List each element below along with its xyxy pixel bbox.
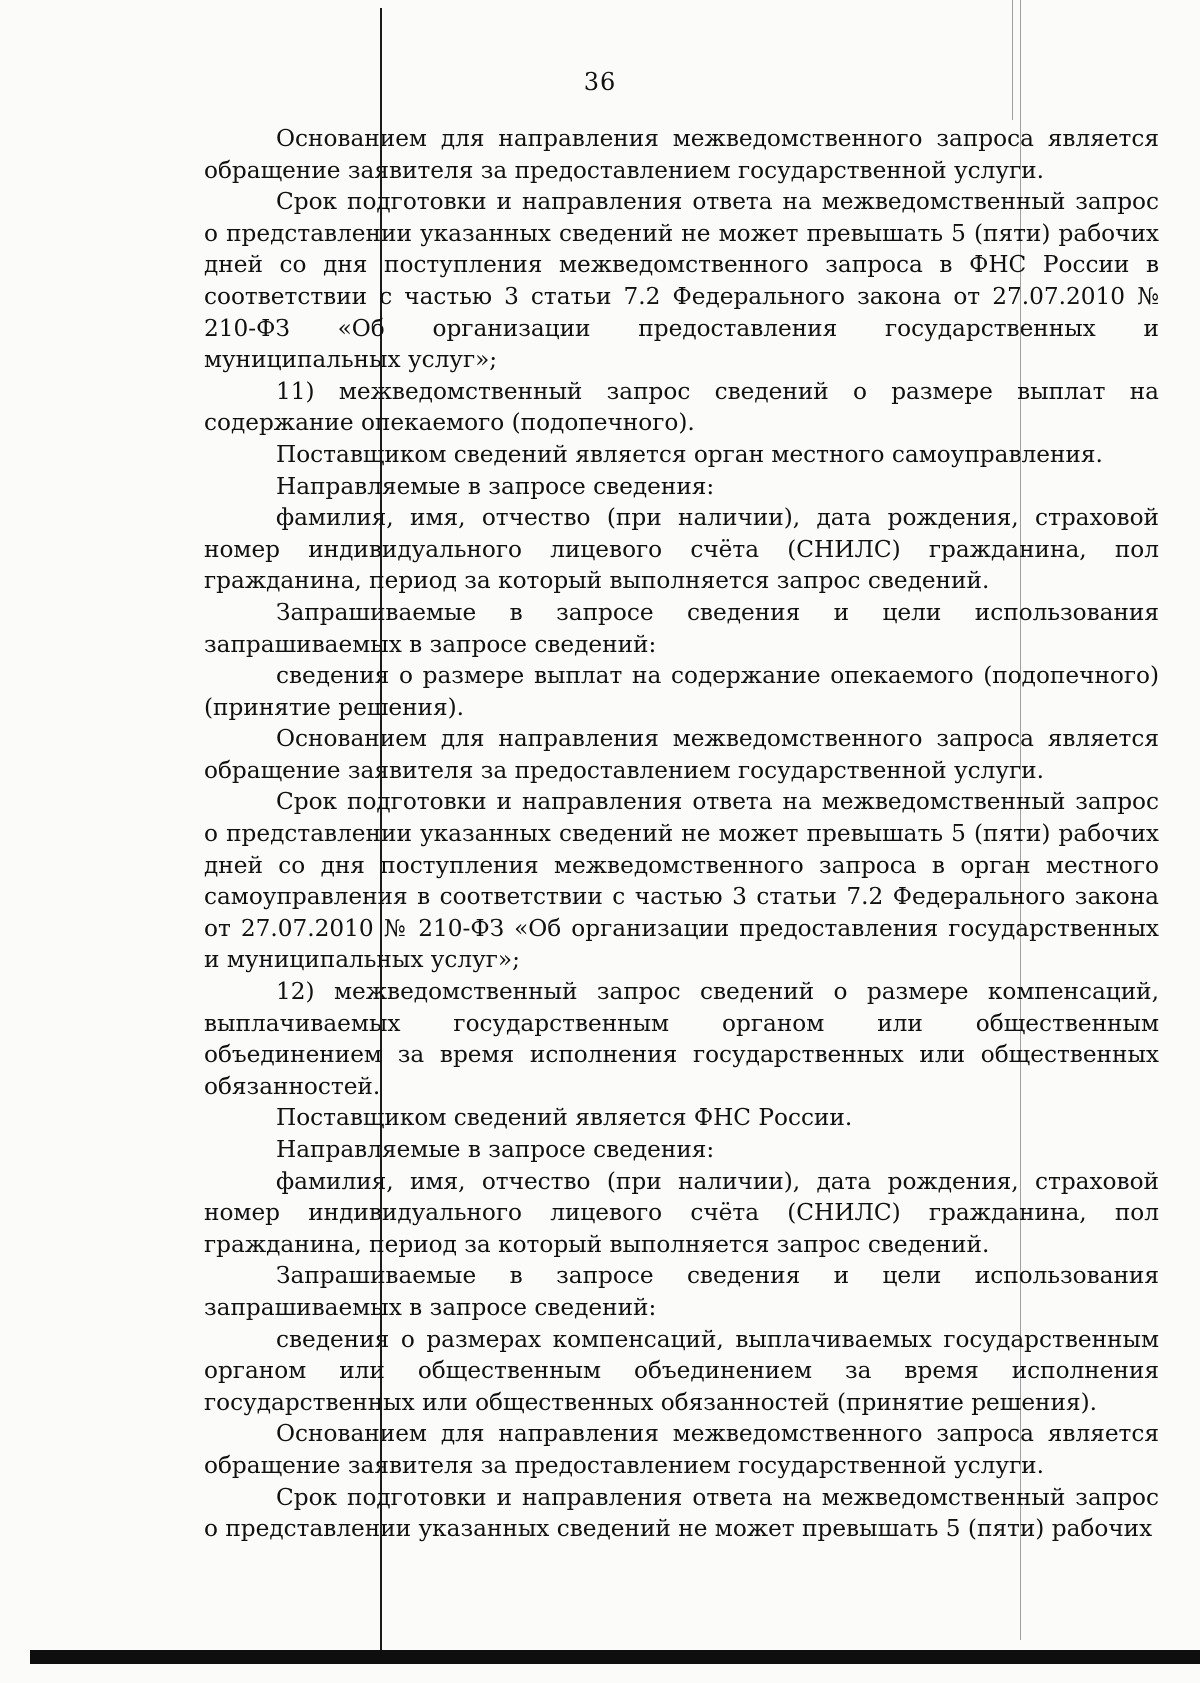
paragraph: Поставщиком сведений является орган местного самоуправления. bbox=[276, 440, 1103, 468]
scan-artifact-line bbox=[1012, 0, 1013, 120]
paragraph: фамилия, имя, отчество (при наличии), дата рождения, страховой номер индивидуального лицевого счёта (СНИЛС) гражданина, пол гражданина, период за который выполняется запрос сведений. bbox=[204, 504, 1159, 595]
paragraph: Запрашиваемые в запросе сведения и цели использования запрашиваемых в запросе сведений: bbox=[204, 598, 1159, 658]
paragraph: Основанием для направления межведомственного запроса является обращение заявителя за предоставлением государственной услуги. bbox=[204, 125, 1159, 184]
paragraph: Срок подготовки и направления ответа на межведомственный запрос о представлении указанных сведений не может превышать 5 (пяти) рабочих bbox=[204, 1483, 1159, 1543]
paragraph: фамилия, имя, отчество (при наличии), дата рождения, страховой номер индивидуального лицевого счёта (СНИЛС) гражданина, пол гражданина, период за который выполняется запрос сведений. bbox=[204, 1167, 1159, 1258]
paragraph: Направляемые в запросе сведения: bbox=[276, 1136, 715, 1163]
paragraph: Запрашиваемые в запросе сведения и цели использования запрашиваемых в запросе сведений: bbox=[204, 1262, 1159, 1321]
paragraph: сведения о размерах компенсаций, выплачиваемых государственным органом или общественным объединением за время исполнения государственных или общественных обязанностей (принятие решения). bbox=[204, 1325, 1159, 1416]
paragraph: 12) межведомственный запрос сведений о размере компенсаций, выплачиваемых государственным органом или общественным объединением за время исполнения государственных или общественных обязанностей. bbox=[204, 978, 1159, 1100]
paragraph: Срок подготовки и направления ответа на межведомственный запрос о представлении указанных сведений не может превышать 5 (пяти) рабочих дней со дня поступления межведомственного запроса в орган местного самоуправления в соответствии с частью 3 статьи 7.2 Федерального закона от 27.07.2010 № 210-ФЗ «Об организации предоставления государственных и муниципальных услуг»; bbox=[204, 788, 1159, 974]
paragraph: Направляемые в запросе сведения: bbox=[276, 472, 715, 500]
scan-artifact-bar bbox=[30, 1650, 1200, 1664]
paragraph: Основанием для направления межведомственного запроса является обращение заявителя за предоставлением государственной услуги. bbox=[204, 725, 1159, 784]
paragraph: Поставщиком сведений является ФНС России. bbox=[276, 1104, 853, 1132]
paragraph: Основанием для направления межведомственного запроса является обращение заявителя за предоставлением государственной услуги. bbox=[204, 1420, 1159, 1479]
document-body bbox=[204, 123, 1159, 1545]
paragraph: Срок подготовки и направления ответа на межведомственный запрос о представлении указанных сведений не может превышать 5 (пяти) рабочих дней со дня поступления межведомственного запроса в ФНС России в соответствии с частью 3 статьи 7.2 Федерального закона от 27.07.2010 № 210-ФЗ «Об организации предоставления государственных и муниципальных услуг»; bbox=[204, 188, 1159, 374]
paragraph: 11) межведомственный запрос сведений о размере выплат на содержание опекаемого (подопечного). bbox=[204, 377, 1159, 437]
page-number: 36 bbox=[583, 68, 617, 96]
paragraph: сведения о размере выплат на содержание опекаемого (подопечного) (принятие решения). bbox=[204, 662, 1159, 721]
